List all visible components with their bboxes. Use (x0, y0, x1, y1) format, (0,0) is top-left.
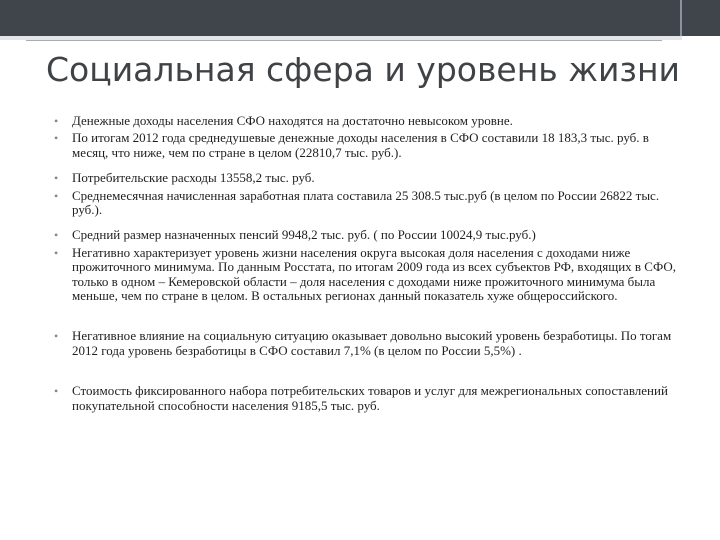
bullet-icon: • (54, 114, 59, 128)
bullet-text: По итогам 2012 года среднедушевые денежные доходы населения в СФО составили 18 183,3 тыс. руб. в месяц, что ниже, чем по стране в целом (22810,7 тыс. руб.). (72, 130, 649, 160)
bullet-item (54, 228, 682, 242)
corner-divider (680, 0, 682, 36)
bullet-item (54, 114, 682, 128)
bullet-text: Средний размер назначенных пенсий 9948,2 тыс. руб. ( по России 10024,9 тыс.руб.) (72, 227, 536, 243)
bullet-text: Среднемесячная начисленная заработная плата составила 25 308.5 тыс.руб (в целом по России 26822 тыс. руб.). (72, 187, 660, 218)
bullet-item (54, 246, 682, 304)
bullet-item (54, 329, 682, 358)
slide-title: Социальная сфера и уровень жизни (46, 50, 680, 89)
bullet-icon: • (54, 384, 59, 399)
bullet-item (54, 171, 682, 185)
bullet-text: Негативно характеризует уровень жизни населения округа высокая доля населения с доходами ниже прожиточного минимума. По данным Росстата, по итогам 2009 года из всех субъектов РФ, входящих в СФО, только в одном – Кемеровской области – доля населения с доходами ниже прожиточного минимума была меньше, чем по стране в целом. В остальных регионах данный показатель хуже общероссийского. (72, 244, 677, 304)
bullet-group-income (54, 114, 682, 160)
right-margin-panel (682, 0, 720, 540)
top-header-bar (0, 0, 720, 36)
bullet-icon: • (54, 228, 59, 243)
bullet-icon: • (54, 171, 59, 186)
bullet-item (54, 189, 682, 218)
bullet-text: Негативное влияние на социальную ситуацию оказывает довольно высокий уровень безработицы. По тогам 2012 года уровень безработицы в СФО составил 7,1% (в целом по России 5,5%) . (72, 328, 672, 358)
bullet-item (54, 131, 682, 160)
bullet-text: Денежные доходы населения СФО находятся на достаточно невысоком уровне. (72, 113, 513, 128)
bullet-icon: • (54, 329, 59, 344)
bullet-group-basket (54, 384, 682, 413)
bullet-icon: • (54, 245, 59, 260)
bullet-group-pensions (54, 228, 682, 303)
corner-header-block (682, 0, 720, 36)
bullet-icon: • (54, 188, 59, 203)
bullet-icon: • (54, 131, 59, 146)
title-rule (26, 40, 662, 41)
slide-content (54, 114, 682, 424)
bullet-item (54, 384, 682, 413)
bullet-group-expenses (54, 171, 682, 217)
bullet-text: Стоимость фиксированного набора потребительских товаров и услуг для межрегиональных сопоставлений покупательной способности населения 9185,5 тыс. руб. (72, 383, 668, 413)
bullet-group-unemployment (54, 329, 682, 358)
bullet-text: Потребительские расходы 13558,2 тыс. руб. (72, 170, 315, 186)
